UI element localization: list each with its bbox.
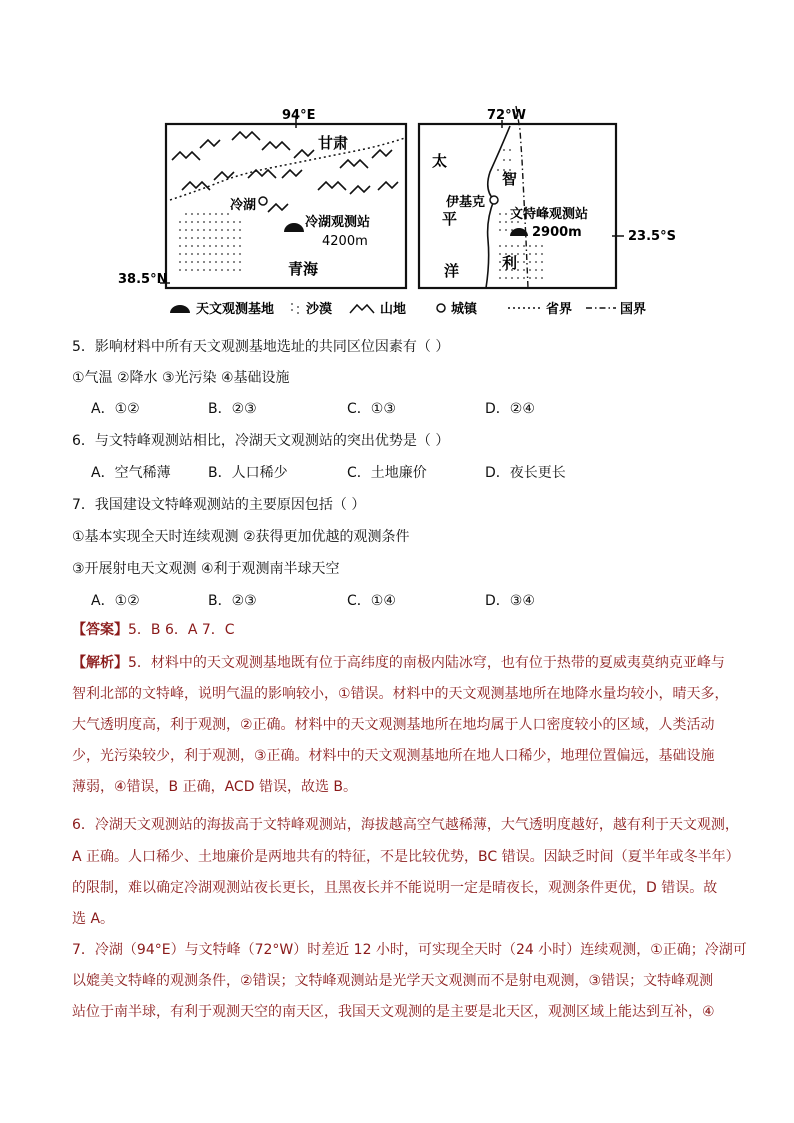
legend-mountain-icon xyxy=(350,305,374,313)
q6-option-c: C．土地廉价 xyxy=(347,465,427,481)
legend-label-province: 省界 xyxy=(546,302,573,317)
ocean-char-2: 平 xyxy=(442,210,458,228)
ocean-char-3: 洋 xyxy=(444,262,460,280)
q7-option-a: A．①② xyxy=(91,593,140,609)
q5-items: ①气温 ②降水 ③光污染 ④基础设施 xyxy=(72,370,290,386)
desert-area xyxy=(179,213,241,271)
analysis-line-12: 站位于南半球，有利于观测天空的南天区，我国天文观测的是主要是北天区，观测区域上能达到互补，④ xyxy=(72,1004,715,1020)
analysis-text: 5．材料中的天文观测基地既有位于高纬度的南极内陆冰穹，也有位于热带的夏威夷莫纳克亚峰与 xyxy=(128,655,725,671)
ocean-char-1: 太 xyxy=(432,152,448,170)
province-label-gansu: 甘肃 xyxy=(318,134,349,152)
q5-stem: 5．影响材料中所有天文观测基地选址的共同区位因素有（ ） xyxy=(72,339,450,355)
left-latitude-label: 38.5°N xyxy=(118,272,168,287)
analysis-line-4: 少，光污染较少，利于观测，③正确。材料中的天文观测基地所在地人口稀少，地理位置偏远，基础设施 xyxy=(72,748,715,764)
observatory-icon xyxy=(284,223,304,232)
q5-option-a: A．①② xyxy=(91,401,140,417)
left-map xyxy=(118,108,406,288)
q7-stem: 7．我国建设文特峰观测站的主要原因包括（ ） xyxy=(72,497,366,513)
q6-option-a: A．空气稀薄 xyxy=(91,465,171,481)
q7-option-c: C．①④ xyxy=(347,593,396,609)
q7-option-b: B．②③ xyxy=(208,593,257,609)
mountain-symbols xyxy=(172,132,398,212)
legend-desert-icon xyxy=(291,303,299,314)
national-border xyxy=(516,106,528,288)
analysis-line-9: 选 A。 xyxy=(72,911,115,927)
right-latitude-label: 23.5°S xyxy=(628,229,676,244)
q5-option-c: C．①③ xyxy=(347,401,396,417)
legend-town-icon xyxy=(437,304,445,312)
answer-text: 5．B 6．A 7．C xyxy=(128,622,235,638)
q5-option-b: B．②③ xyxy=(208,401,257,417)
legend-label-town: 城镇 xyxy=(451,302,478,317)
q6-option-d: D．夜长更长 xyxy=(485,465,566,481)
station-label-lenghu: 冷湖观测站 xyxy=(305,215,371,230)
analysis-line-7: A 正确。人口稀少、土地廉价是两地共有的特征，不是比较优势，BC 错误。因缺乏时间（夏半年或冬半年） xyxy=(72,849,740,865)
town-icon xyxy=(259,197,267,205)
town-icon-iquique xyxy=(490,196,498,204)
analysis-line-8: 的限制，难以确定冷湖观测站夜长更长，且黑夜长并不能说明一定是晴夜长，观测条件更优，D 错误。故 xyxy=(72,880,718,896)
legend-observatory-icon xyxy=(170,305,190,313)
q7-option-d: D．③④ xyxy=(485,593,535,609)
country-char-2: 利 xyxy=(502,254,518,272)
province-label-qinghai: 青海 xyxy=(288,260,319,278)
elevation-label-ventarrones: 2900m xyxy=(532,225,582,240)
q6-option-b: B．人口稀少 xyxy=(208,465,288,481)
q6-stem: 6．与文特峰观测站相比，冷湖天文观测站的突出优势是（ ） xyxy=(72,433,450,449)
elevation-label-lenghu: 4200m xyxy=(322,234,368,249)
right-map xyxy=(419,106,676,288)
country-char-1: 智 xyxy=(502,170,518,188)
q5-option-d: D．②④ xyxy=(485,401,535,417)
analysis-line-10: 7．冷湖（94°E）与文特峰（72°W）时差近 12 小时，可实现全天时（24 小时）连续观测，①正确；冷湖可 xyxy=(72,942,747,958)
station-label-ventarrones: 文特峰观测站 xyxy=(510,207,589,222)
legend-label-desert: 沙漠 xyxy=(306,302,333,317)
left-longitude-label: 94°E xyxy=(282,108,316,123)
legend-label-national: 国界 xyxy=(620,302,647,317)
legend-label-observatory: 天文观测基地 xyxy=(196,302,275,317)
analysis-line-5: 薄弱，④错误，B 正确，ACD 错误，故选 B。 xyxy=(72,779,357,795)
analysis-label: 【解析】 xyxy=(72,655,128,671)
analysis-line-1 xyxy=(72,649,725,677)
analysis-line-6: 6．冷湖天文观测站的海拔高于文特峰观测站，海拔越高空气越稀薄，大气透明度越好，越有利于天文观测， xyxy=(72,817,739,833)
map-legend xyxy=(170,301,646,317)
town-label-iquique: 伊基克 xyxy=(446,195,486,210)
legend-label-mountain: 山地 xyxy=(380,302,407,317)
answer-label: 【答案】 xyxy=(72,622,128,638)
q7-items-2: ③开展射电天文观测 ④利于观测南半球天空 xyxy=(72,561,340,577)
analysis-line-2: 智利北部的文特峰，说明气温的影响较小，①错误。材料中的天文观测基地所在地降水量均较小，晴天多， xyxy=(72,686,729,702)
q7-items-1: ①基本实现全天时连续观测 ②获得更加优越的观测条件 xyxy=(72,529,410,545)
analysis-line-3: 大气透明度高，利于观测，②正确。材料中的天文观测基地所在地均属于人口密度较小的区域，人类活动 xyxy=(72,717,715,733)
answer-line xyxy=(72,616,235,644)
right-longitude-label: 72°W xyxy=(487,108,526,123)
analysis-line-11: 以媲美文特峰的观测条件，②错误；文特峰观测站是光学天文观测而不是射电观测，③错误；文特峰观测 xyxy=(72,973,714,989)
town-label-lenghu: 冷湖 xyxy=(230,198,257,213)
map-figure xyxy=(0,0,794,320)
